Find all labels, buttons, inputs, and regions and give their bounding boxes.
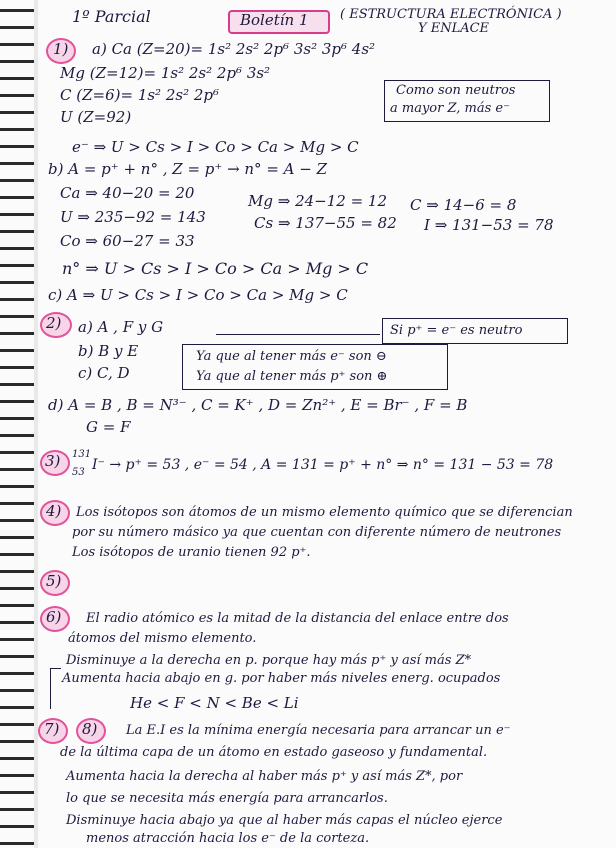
q1-b-cs: Cs ⇒ 137−55 = 82 [254, 214, 397, 232]
q7-line-5: Disminuye hacia abajo ya que al haber más capas el núcleo ejerce [66, 813, 503, 828]
boletin-title: Boletín 1 [240, 11, 309, 29]
q1-b-order: n° ⇒ U > Cs > I > Co > Ca > Mg > C [62, 259, 369, 278]
page-edge [34, 0, 38, 848]
note-line-1: Como son neutros [396, 83, 516, 98]
q7-line-4: lo que se necesita más energía para arrancarlos. [66, 791, 388, 806]
q4-line-1: Los isótopos son átomos de un mismo elemento químico que se diferencian [76, 505, 573, 520]
q1-b-co: Co ⇒ 60−27 = 33 [60, 232, 195, 250]
q1-a-order: e⁻ ⇒ U > Cs > I > Co > Ca > Mg > C [72, 138, 359, 156]
q4-number: 4) [46, 502, 62, 520]
q6-number: 6) [46, 608, 62, 626]
q1-b-i: I ⇒ 131−53 = 78 [424, 216, 554, 234]
bracket-arrow [50, 668, 61, 709]
q1-a-c: C (Z=6)= 1s² 2s² 2p⁶ [60, 86, 220, 104]
q7-number: 7) [44, 720, 60, 738]
q7-line-2: de la última capa de un átomo en estado gaseoso y fundamental. [60, 745, 488, 760]
q1-b-def: b) A = p⁺ + n° , Z = p⁺ → n° = A − Z [48, 160, 328, 178]
topic-line-2: Y ENLACE [418, 21, 490, 36]
q3-text: I⁻ → p⁺ = 53 , e⁻ = 54 , A = 131 = p⁺ + n° ⇒ n° = 131 − 53 = 78 [92, 457, 554, 473]
q1-a-ca: a) Ca (Z=20)= 1s² 2s² 2p⁶ 3s² 3p⁶ 4s² [92, 40, 376, 58]
q2-number: 2) [46, 314, 62, 332]
q2-d-line1: d) A = B , B = N³⁻ , C = K⁺ , D = Zn²⁺ , E = Br⁻ , F = B [48, 396, 468, 414]
q2-b: b) B y E [78, 342, 139, 360]
spiral-binding [0, 0, 34, 848]
q3-mass-number: 131 [72, 449, 92, 460]
q6-line-5: He < F < N < Be < Li [130, 694, 299, 712]
q2-d-line2: G = F [86, 418, 131, 436]
topic-line-1: ( ESTRUCTURA ELECTRÓNICA ) [340, 7, 562, 22]
q6-line-3: Disminuye a la derecha en p. porque hay más p⁺ y así más Z* [66, 653, 472, 668]
q6-line-1: El radio atómico es la mitad de la distancia del enlace entre dos [86, 611, 509, 626]
q6-line-4: Aumenta hacia abajo en g. por haber más niveles energ. ocupados [62, 671, 501, 686]
q5-number: 5) [46, 572, 62, 590]
q1-b-u: U ⇒ 235−92 = 143 [60, 208, 206, 226]
q1-c-order: c) A ⇒ U > Cs > I > Co > Ca > Mg > C [48, 286, 348, 304]
q1-a-mg: Mg (Z=12)= 1s² 2s² 2p⁶ 3s² [60, 64, 271, 82]
q2-c-note: Ya que al tener más p⁺ son ⊕ [196, 369, 388, 384]
parcial-label: 1º Parcial [72, 7, 151, 26]
q3-number: 3) [45, 452, 61, 470]
q2-b-note: Ya que al tener más e⁻ son ⊖ [196, 349, 387, 364]
q3-atomic-number: 53 [72, 467, 85, 478]
connector-line [216, 334, 380, 335]
q7-line-6: menos atracción hacia los e⁻ de la corteza. [86, 831, 370, 846]
q2-a: a) A , F y G [78, 318, 164, 336]
q6-line-2: átomos del mismo elemento. [68, 631, 257, 646]
q7-line-3: Aumenta hacia la derecha al haber más p⁺ y así más Z*, por [66, 769, 463, 784]
q1-b-c: C ⇒ 14−6 = 8 [410, 196, 517, 214]
q2-c: c) C, D [78, 364, 130, 382]
note-line-2: a mayor Z, más e⁻ [390, 101, 510, 116]
q1-b-mg: Mg ⇒ 24−12 = 12 [248, 192, 387, 210]
q4-line-3: Los isótopos de uranio tienen 92 p⁺. [72, 545, 311, 560]
q7-line-1: La E.I es la mínima energía necesaria para arrancar un e⁻ [126, 723, 511, 738]
q2-a-note: Si p⁺ = e⁻ es neutro [390, 323, 523, 338]
q1-number: 1) [53, 40, 69, 58]
q8-number: 8) [82, 720, 98, 738]
q4-line-2: por su número másico ya que cuentan con diferente número de neutrones [72, 525, 562, 540]
q1-a-u: U (Z=92) [60, 108, 132, 126]
q1-b-ca: Ca ⇒ 40−20 = 20 [60, 184, 195, 202]
